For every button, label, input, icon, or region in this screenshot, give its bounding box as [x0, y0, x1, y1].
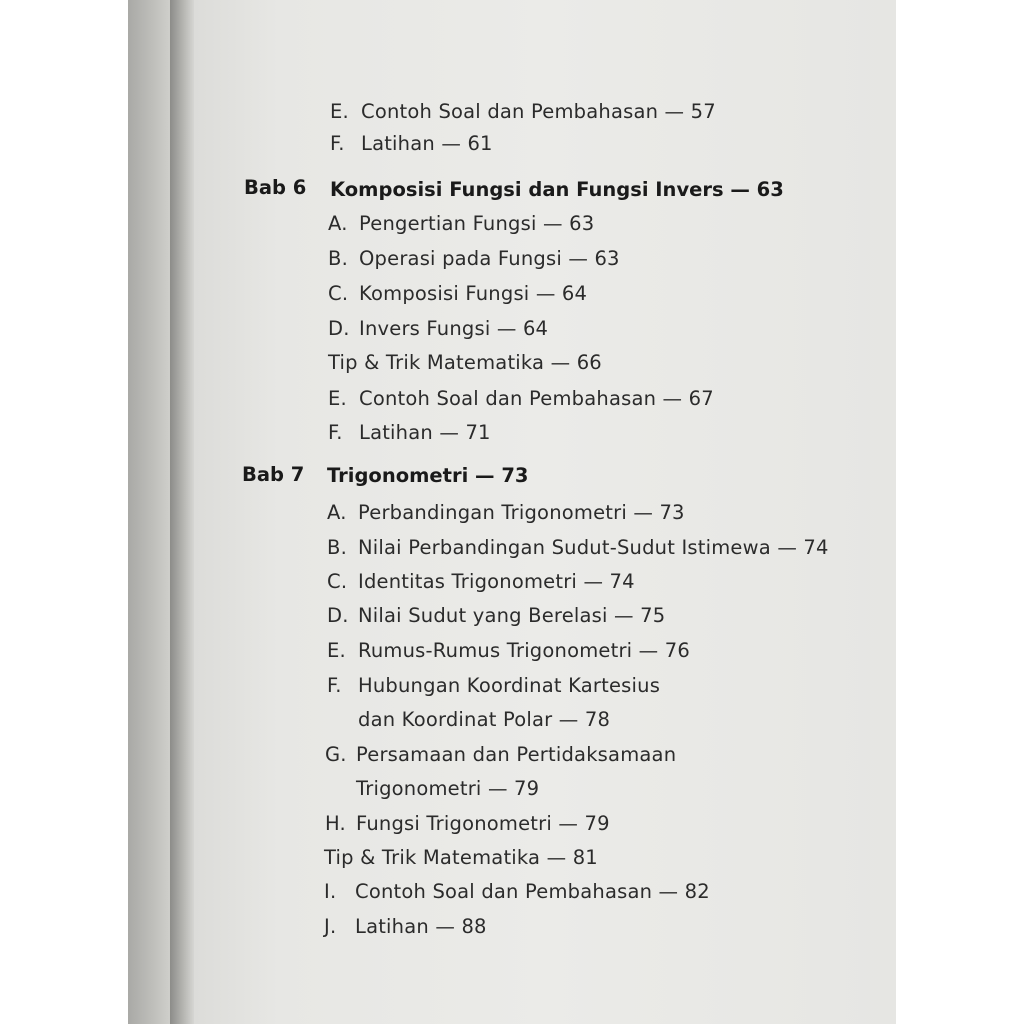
item-text: Invers Fungsi — 64: [359, 317, 549, 340]
item-text: Trigonometri — 79: [356, 777, 540, 800]
item-text: Perbandingan Trigonometri — 73: [358, 501, 685, 524]
item-text: Contoh Soal dan Pembahasan — 57: [361, 100, 716, 123]
item-letter: B.: [327, 536, 347, 559]
toc-item: [328, 247, 620, 270]
table-of-contents: [194, 0, 896, 1024]
item-text: Persamaan dan Pertidaksamaan: [356, 743, 677, 766]
item-letter: E.: [330, 100, 349, 123]
toc-item: [328, 282, 587, 305]
toc-item: [325, 743, 676, 766]
toc-item: [328, 421, 491, 444]
item-letter: A.: [327, 501, 347, 524]
item-text: Latihan — 88: [355, 915, 487, 938]
item-text: Contoh Soal dan Pembahasan — 82: [355, 880, 710, 903]
item-text: Nilai Sudut yang Berelasi — 75: [358, 604, 666, 627]
toc-tip-item: [324, 846, 598, 869]
item-text: dan Koordinat Polar — 78: [358, 708, 611, 731]
toc-item-continuation: [325, 777, 539, 800]
item-text: Pengertian Fungsi — 63: [359, 212, 595, 235]
item-text: Rumus-Rumus Trigonometri — 76: [358, 639, 690, 662]
item-text: Contoh Soal dan Pembahasan — 67: [359, 387, 714, 410]
item-letter: B.: [328, 247, 348, 270]
chapter-title: Komposisi Fungsi dan Fungsi Invers — 63: [330, 178, 784, 201]
item-text: Nilai Perbandingan Sudut-Sudut Istimewa — 74: [358, 536, 829, 559]
toc-item: [327, 639, 690, 662]
chapter-label: Bab 7: [242, 463, 305, 486]
toc-tip-item: [328, 351, 602, 374]
item-text: Komposisi Fungsi — 64: [359, 282, 588, 305]
item-letter: E.: [328, 387, 347, 410]
item-letter: I.: [324, 880, 337, 903]
toc-item: [324, 915, 487, 938]
toc-item: [327, 674, 660, 697]
chapter-label: Bab 6: [244, 176, 307, 199]
toc-item: [328, 387, 714, 410]
background-margin: [896, 0, 1024, 1024]
item-text: Latihan — 61: [361, 132, 493, 155]
item-letter: F.: [328, 421, 343, 444]
book-spine: [128, 0, 170, 1024]
item-letter: C.: [327, 570, 348, 593]
book-page: [194, 0, 896, 1024]
item-text: Operasi pada Fungsi — 63: [359, 247, 620, 270]
chapter-title: Trigonometri — 73: [327, 464, 529, 487]
toc-item: [327, 501, 685, 524]
item-text: Latihan — 71: [359, 421, 491, 444]
item-letter: H.: [325, 812, 346, 835]
item-letter: F.: [330, 132, 345, 155]
toc-item: [324, 880, 710, 903]
item-text: Identitas Trigonometri — 74: [358, 570, 635, 593]
item-letter: J.: [324, 915, 337, 938]
toc-item: [330, 132, 493, 155]
toc-item: [327, 604, 665, 627]
toc-item: [330, 100, 716, 123]
item-text: Tip & Trik Matematika — 66: [328, 351, 602, 374]
toc-item: [327, 570, 635, 593]
toc-item: [325, 812, 610, 835]
item-letter: F.: [327, 674, 342, 697]
item-letter: C.: [328, 282, 349, 305]
toc-item: [328, 212, 594, 235]
item-letter: A.: [328, 212, 348, 235]
gutter-shadow: [170, 0, 194, 1024]
item-letter: D.: [328, 317, 350, 340]
item-letter: E.: [327, 639, 346, 662]
toc-item: [327, 536, 829, 559]
item-text: Hubungan Koordinat Kartesius: [358, 674, 661, 697]
toc-item-continuation: [327, 708, 610, 731]
item-text: Fungsi Trigonometri — 79: [356, 812, 610, 835]
toc-item: [328, 317, 548, 340]
item-text: Tip & Trik Matematika — 81: [324, 846, 598, 869]
item-letter: D.: [327, 604, 349, 627]
item-letter: G.: [325, 743, 347, 766]
